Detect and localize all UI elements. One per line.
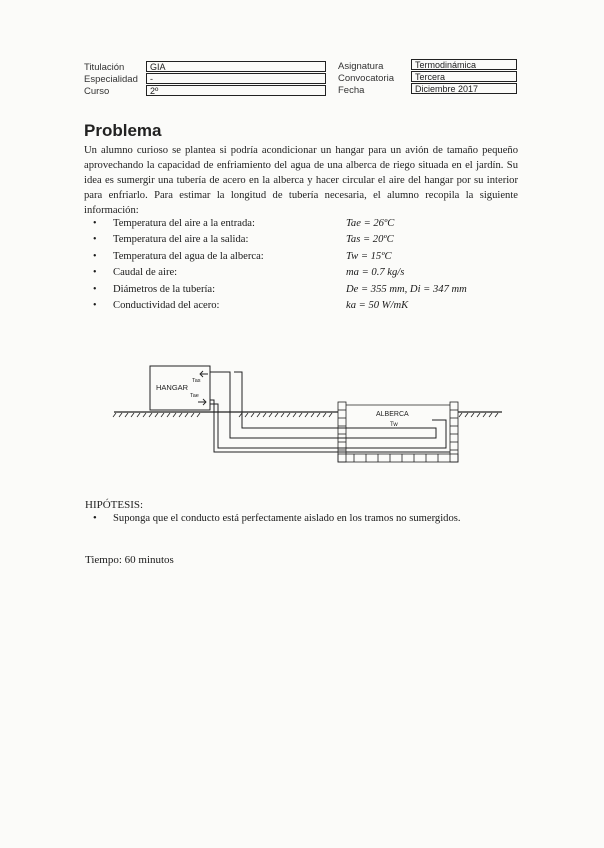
ground-hatch <box>113 413 332 417</box>
curso-value: 2º <box>146 85 326 96</box>
bullet-icon: • <box>93 267 97 279</box>
convocatoria-label: Convocatoria <box>338 73 394 84</box>
asignatura-label: Asignatura <box>338 61 384 72</box>
list-item: • Conductividad del acero: ka = 50 W/mK <box>98 298 498 314</box>
list-item: • Temperatura del agua de la alberca: Tw = 15ºC <box>98 249 498 265</box>
alberca-label: ALBERCA <box>376 411 409 418</box>
t-w-label: Tw <box>390 422 398 428</box>
hypotheses-title: HIPÓTESIS: <box>85 499 144 511</box>
list-item: • Caudal de aire: ma = 0.7 kg/s <box>98 265 498 281</box>
bullet-icon: • <box>93 250 97 262</box>
especialidad-value: - <box>146 73 326 84</box>
problem-statement: Un alumno curioso se plantea si podría acondicionar un hangar para un avión de tamaño pequeño aprovechando la capacidad de enfriamiento del agua de una alberca de riego situada en el jardín. Su idea es sumergir una tubería de acero en la alberca y hacer circular el aire del hangar por su interior para enfriarlo. Para estimar la longitud de tubería necesaria, el alumno recopila la siguiente información: <box>84 145 518 216</box>
problem-title: Problema <box>84 121 162 140</box>
t-ae-label: Tae <box>190 393 199 399</box>
hangar-alberca-diagram <box>110 360 510 470</box>
list-item: • Temperatura del aire a la entrada: Tae = 26ºC <box>98 216 498 232</box>
asignatura-value: Termodinámica <box>411 59 517 70</box>
ground-hatch <box>459 413 498 417</box>
convocatoria-value: Tercera <box>411 71 517 82</box>
list-item: • Temperatura del aire a la salida: Tas = 20ºC <box>98 232 498 248</box>
hangar-label: HANGAR <box>156 383 189 392</box>
bullet-icon: • <box>93 513 97 524</box>
fecha-label: Fecha <box>338 85 365 96</box>
data-list <box>93 216 498 314</box>
t-as-label: Tas <box>192 378 201 384</box>
list-item: • Diámetros de la tubería: De = 355 mm, Di = 347 mm <box>98 282 498 298</box>
bullet-icon: • <box>93 283 97 295</box>
bullet-icon: • <box>93 234 97 246</box>
bullet-icon: • <box>93 218 97 229</box>
especialidad-label: Especialidad <box>84 74 138 85</box>
bullet-icon: • <box>93 299 97 311</box>
time-limit: Tiempo: 60 minutos <box>85 554 174 566</box>
titulacion-value: GIA <box>146 61 326 72</box>
fecha-value: Diciembre 2017 <box>411 83 517 94</box>
flow-arrow-icon <box>198 371 208 405</box>
exam-page: Titulación Especialidad Curso GIA - 2º Asignatura Convocatoria Fecha Termodinámica Tercera Diciembre 2017 Problema Un alumno curioso se plantea si podría acondicionar un hangar para un avión de tamaño pequeño aprovechando la capacidad de enfriamiento del agua de una alberca de riego situada en el jardín. Su idea es sumergir una tubería de acero en la alberca y hacer circular el aire del hangar por su interior para enfriarlo. Para estimar la longitud de tubería necesaria, el alumno recopila la siguiente información: • Temperatura del aire a la entrada: Tae = 26ºC • Temperatura del aire a la salida: Tas = 20ºC • Temperatura del agua de la alberca: Tw = 15ºC • Caudal de aire: ma = 0.7 kg/s • Diámetros de la tubería: De = 355 mm, Di = 347 mm • Conductividad del acero: ka = 50 W/mK HANGAR ALBERCA Tw Tas Tae HIPÓTESIS: • Suponga que el conducto está perfectamente aislado en los tramos no sumergidos. Tiempo: 60 minutos <box>84 60 518 566</box>
titulacion-label: Titulación <box>84 62 125 73</box>
curso-label: Curso <box>84 86 110 97</box>
